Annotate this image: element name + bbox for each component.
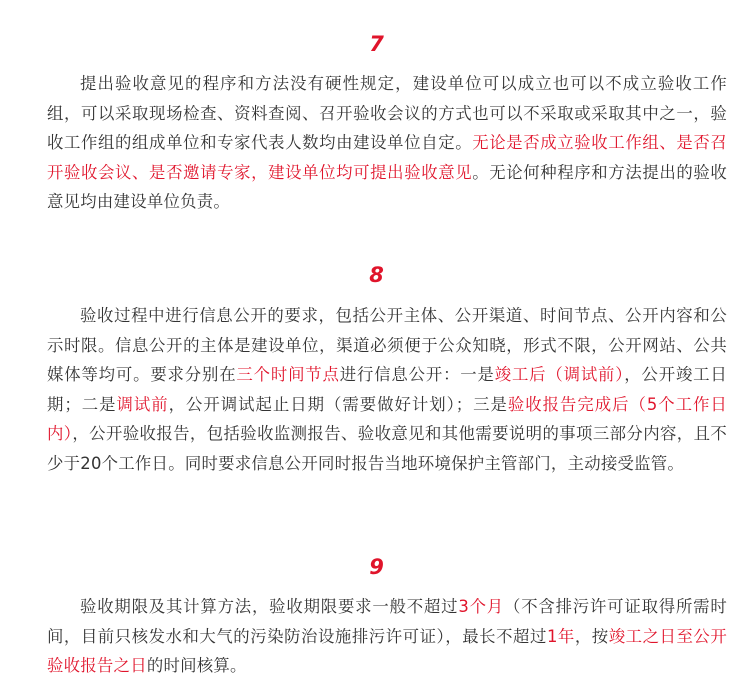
- highlighted-text: 调试前: [116, 394, 169, 414]
- section-8-paragraph: [47, 301, 727, 479]
- text-run: 提出验收意见的程序和方法没有硬性规定，建设单位可以成立也可以不成立验收工作组，可以采取现场检查、资料查阅、召开验收会议的方式也可以不采取或采取其中之一，验收工作组的组成单位和专家代表人数均由建设单位自定。: [47, 74, 727, 153]
- highlighted-text: 3个月: [458, 597, 504, 616]
- highlighted-text: 无论是否成立验收工作组、是否召开验收会议、是否邀请专家，建设单位均可提出验收意见: [47, 133, 728, 182]
- text-run: ，公开竣工日期；二是: [47, 365, 728, 414]
- highlighted-text: 竣工之日至公开验收报告之日: [47, 626, 727, 676]
- text-run: 进行信息公开：一是: [339, 365, 495, 385]
- text-run: ，公开调试起止日期（需要做好计划）；三是: [168, 394, 508, 414]
- text-run: 验收期限及其计算方法，验收期限要求一般不超过: [80, 597, 459, 616]
- section-7-paragraph: [47, 69, 727, 217]
- text-run: ，公开验收报告，包括验收监测报告、验收意见和其他需要说明的事项三部分内容，且不少于20个工作日。同时要求信息公开同时报告当地环境保护主管部门，主动接受监管。: [47, 424, 727, 473]
- text-run: 验收过程中进行信息公开的要求，包括公开主体、公开渠道、时间节点、公开内容和公示时限。信息公开的主体是建设单位，渠道必须便于公众知晓，形式不限，公开网站、公共媒体等均可。要求分别在: [47, 306, 727, 385]
- section-number-7: 7: [369, 32, 384, 56]
- section-number-8: 8: [369, 263, 384, 287]
- highlighted-text: 竣工后（调试前）: [494, 365, 625, 385]
- section-9-paragraph: [47, 592, 727, 681]
- text-run: （不含排污许可证取得所需时间，目前只核发水和大气的污染防治设施排污许可证），最长不超过: [47, 597, 728, 646]
- text-run: ，按: [574, 626, 609, 646]
- highlighted-text: 三个时间节点: [236, 365, 340, 385]
- highlighted-text: 1年: [546, 626, 575, 646]
- text-run: 的时间核算。: [146, 656, 247, 676]
- text-run: 。无论何种程序和方法提出的验收意见均由建设单位负责。: [47, 162, 728, 212]
- highlighted-text: 验收报告完成后（5个工作日内）: [47, 394, 727, 444]
- section-number-9: 9: [369, 555, 384, 579]
